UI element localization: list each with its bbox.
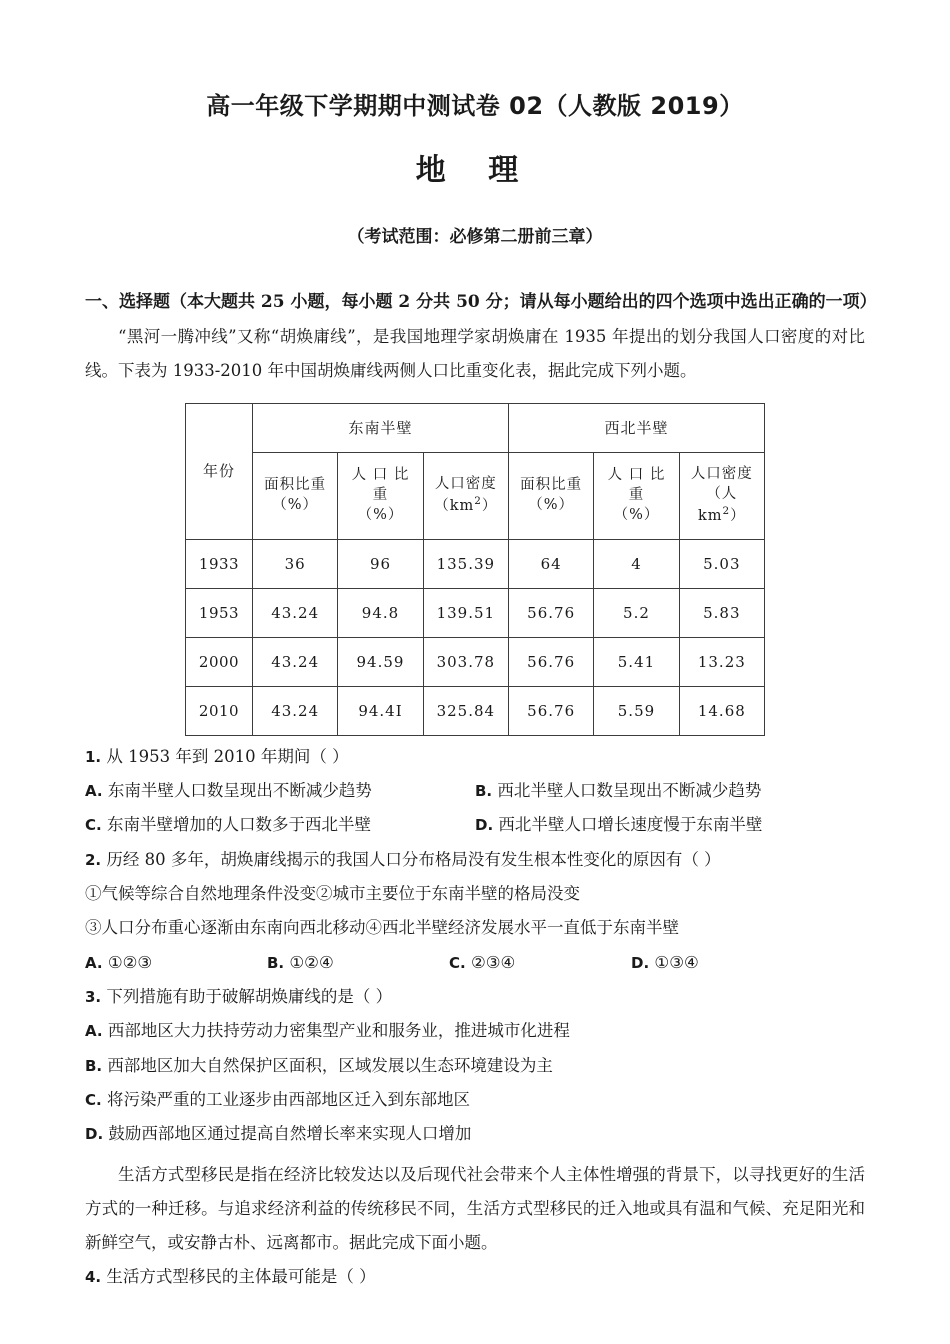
option-label: C.: [85, 816, 102, 835]
question-number: 3.: [85, 987, 102, 1006]
option-d[interactable]: [631, 946, 813, 980]
header-line-1: 面积比重: [520, 477, 583, 494]
table-header-year: 年份: [186, 403, 253, 539]
question-3-option-d[interactable]: [85, 1117, 865, 1151]
option-a[interactable]: [85, 774, 475, 808]
option-text: 西北半壁人口增长速度慢于东南半壁: [498, 815, 763, 835]
table-cell-year: 1933: [186, 539, 253, 588]
passage-1: “黑河一腾冲线”又称“胡焕庸线”，是我国地理学家胡焕庸在 1935 年提出的划分我国人口密度的对比线。下表为 1933-2010 年中国胡焕庸线两侧人口比重变化表，据此完成下列小题。: [85, 327, 865, 381]
option-text: ①②③: [107, 952, 153, 972]
table-cell: 325.84: [423, 686, 508, 735]
header-line-1: 面积比重: [264, 477, 327, 494]
table-header-se-area-share: [253, 452, 338, 539]
option-text: ①②④: [289, 952, 334, 972]
option-text: 鼓励西部地区通过提高自然增长率来实现人口增加: [108, 1124, 472, 1144]
question-2-statement-1: ①气候等综合自然地理条件没变②城市主要位于东南半壁的格局没变: [85, 884, 580, 903]
table-cell: 135.39: [423, 539, 508, 588]
option-label: C.: [85, 1090, 102, 1109]
header-line-1: 人 口 比: [607, 467, 666, 484]
table-cell: 94.4I: [338, 686, 423, 735]
table-sub-header-row: [186, 452, 765, 539]
option-label: D.: [85, 1125, 104, 1144]
option-label: D.: [475, 816, 494, 835]
option-label: B.: [475, 782, 493, 801]
table-header-nw-density: [679, 452, 764, 539]
page-title: 高一年级下学期期中测试卷 02（人教版 2019）: [206, 92, 744, 120]
question-3-stem: [85, 980, 865, 1014]
header-superscript: 2: [722, 505, 731, 518]
table-cell-year: 2010: [186, 686, 253, 735]
option-text: 将污染严重的工业逐步由西部地区迁入到东部地区: [106, 1089, 470, 1109]
option-b[interactable]: [475, 774, 761, 808]
exam-scope: （考试范围：必修第二册前三章）: [347, 226, 603, 247]
table-cell: 56.76: [508, 686, 593, 735]
table-row: [186, 686, 765, 735]
passage-2: 生活方式型移民是指在经济比较发达以及后现代社会带来个人主体性增强的背景下，以寻找更好的生活方式的一种迁移。与追求经济利益的传统移民不同，生活方式型移民的迁入地或具有温和气候、充足阳光和新鲜空气，或安静古朴、远离都市。据此完成下面小题。: [85, 1164, 865, 1253]
header-line-2b: ）: [481, 498, 498, 515]
option-label: A.: [85, 782, 103, 801]
option-a[interactable]: [85, 946, 267, 980]
table-row: [186, 637, 765, 686]
option-label: D.: [631, 953, 650, 972]
question-text: 下列措施有助于破解胡焕庸线的是（ ）: [106, 986, 393, 1006]
table-cell: 36: [253, 539, 338, 588]
question-2-stem: [85, 843, 865, 877]
question-3-option-c[interactable]: [85, 1083, 865, 1117]
question-text: 从 1953 年到 2010 年期间（ ）: [106, 746, 349, 766]
table-group-header-row: [186, 403, 765, 452]
header-line-3: （%）: [357, 506, 404, 523]
option-text: 西部地区加大自然保护区面积，区域发展以生态环境建设为主: [107, 1055, 553, 1075]
table-cell: 5.59: [594, 686, 679, 735]
question-3-option-b[interactable]: [85, 1049, 865, 1083]
option-text: 西北半壁人口数呈现出不断减少趋势: [497, 781, 762, 801]
option-label: B.: [85, 1056, 103, 1075]
header-superscript: 2: [474, 495, 482, 508]
table-cell: 5.41: [594, 637, 679, 686]
table-cell: 139.51: [423, 588, 508, 637]
header-line-2b: ）: [730, 507, 746, 524]
option-b[interactable]: [267, 946, 449, 980]
option-text: 东南半壁人口数呈现出不断减少趋势: [107, 781, 372, 801]
question-4-stem: [85, 1260, 865, 1294]
table-row: [186, 588, 765, 637]
table-header-se-density: [423, 452, 508, 539]
table-header-group-northwest: 西北半壁: [508, 403, 764, 452]
question-number: 2.: [85, 850, 102, 869]
population-table-wrapper: [85, 403, 865, 736]
table-cell: 56.76: [508, 588, 593, 637]
option-c[interactable]: [85, 808, 475, 842]
table-cell: 5.03: [679, 539, 764, 588]
table-cell: 64: [508, 539, 593, 588]
table-cell: 43.24: [253, 637, 338, 686]
table-header-nw-pop-share: [594, 452, 679, 539]
table-header-nw-area-share: [508, 452, 593, 539]
table-cell-year: 1953: [186, 588, 253, 637]
option-d[interactable]: [475, 808, 762, 842]
table-cell: 5.83: [679, 588, 764, 637]
question-text: 生活方式型移民的主体最可能是（ ）: [106, 1267, 376, 1287]
question-text: 历经 80 多年，胡焕庸线揭示的我国人口分布格局没有发生根本性变化的原因有（ ）: [106, 849, 721, 869]
section-heading: 一、选择题（本大题共 25 小题，每小题 2 分共 50 分；请从每小题给出的四个选项中选出正确的一项）: [85, 292, 877, 313]
question-number: 1.: [85, 747, 102, 766]
table-cell: 96: [338, 539, 423, 588]
question-1-stem: [85, 740, 865, 774]
question-number: 4.: [85, 1268, 102, 1287]
table-cell: 43.24: [253, 686, 338, 735]
table-cell: 56.76: [508, 637, 593, 686]
option-text: ②③④: [470, 952, 516, 972]
header-line-2: 重: [628, 486, 645, 503]
header-line-1: 人口密度: [434, 475, 497, 492]
table-row: [186, 539, 765, 588]
table-cell: 13.23: [679, 637, 764, 686]
table-cell: 303.78: [423, 637, 508, 686]
population-table: [185, 403, 765, 736]
table-cell: 5.2: [594, 588, 679, 637]
header-line-2: 重: [372, 486, 389, 503]
option-text: 西部地区大力扶持劳动力密集型产业和服务业，推进城市化进程: [107, 1021, 570, 1041]
header-line-3: （%）: [613, 506, 660, 523]
question-1-options-row-2: [85, 808, 865, 842]
table-header-group-southeast: 东南半壁: [253, 403, 509, 452]
table-cell: 4: [594, 539, 679, 588]
header-line-1: 人口密度: [690, 465, 753, 482]
header-line-2: （%）: [528, 496, 575, 513]
option-label: C.: [449, 953, 466, 972]
header-line-2: （人 km: [697, 485, 738, 524]
option-label: B.: [267, 953, 285, 972]
question-3-option-a[interactable]: [85, 1014, 865, 1048]
option-label: A.: [85, 1022, 103, 1041]
subject-title: 地 理: [415, 152, 535, 188]
header-line-1: 人 口 比: [351, 467, 410, 484]
table-header-se-pop-share: [338, 452, 423, 539]
header-line-2: （km: [434, 498, 475, 515]
table-cell: 94.8: [338, 588, 423, 637]
option-text: 东南半壁增加的人口数多于西北半壁: [106, 815, 371, 835]
option-label: A.: [85, 953, 103, 972]
question-1-options-row-1: [85, 774, 865, 808]
table-cell-year: 2000: [186, 637, 253, 686]
header-line-2: （%）: [272, 496, 319, 513]
question-2-options-row: [85, 946, 865, 980]
option-text: ①③④: [654, 952, 699, 972]
table-cell: 14.68: [679, 686, 764, 735]
table-cell: 43.24: [253, 588, 338, 637]
option-c[interactable]: [449, 946, 631, 980]
table-cell: 94.59: [338, 637, 423, 686]
question-2-statement-2: ③人口分布重心逐渐由东南向西北移动④西北半壁经济发展水平一直低于东南半壁: [85, 918, 679, 938]
